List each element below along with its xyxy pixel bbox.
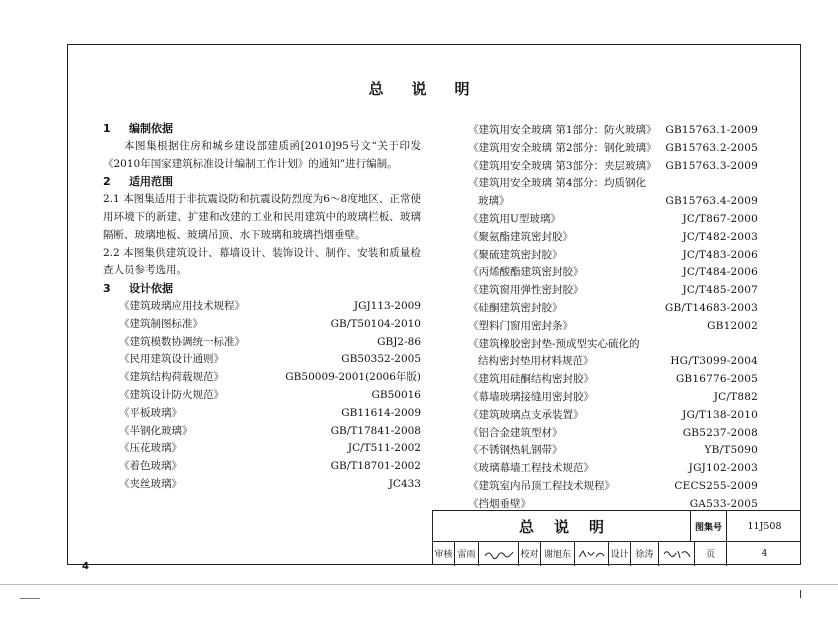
reference-code: GA533-2005 xyxy=(689,497,758,510)
reference-name: 《建筑玻璃应用技术规程》 xyxy=(119,299,245,312)
reference-row xyxy=(468,282,758,300)
reference-name: 《平板玻璃》 xyxy=(119,406,182,419)
reference-row xyxy=(468,336,758,354)
review-label: 审核 xyxy=(433,541,455,566)
reference-code: GB15763.3-2009 xyxy=(665,159,758,172)
reference-row xyxy=(468,353,758,371)
check-signature xyxy=(575,541,609,566)
reference-row xyxy=(468,122,758,140)
reference-name: 《聚硫建筑密封胶》 xyxy=(468,248,563,261)
reference-row xyxy=(103,298,421,316)
design-name: 徐涛 xyxy=(631,541,659,566)
reference-row xyxy=(468,193,758,211)
reference-code: GB16776-2005 xyxy=(675,373,758,386)
reference-row xyxy=(468,300,758,318)
reference-row xyxy=(103,440,421,458)
reference-name: 《民用建筑设计通则》 xyxy=(119,353,224,366)
scan-mark xyxy=(20,598,40,599)
title-char: 说 xyxy=(411,80,427,98)
reference-row xyxy=(103,476,421,494)
reference-name: 《建筑用U型玻璃》 xyxy=(468,212,561,225)
reference-row xyxy=(468,211,758,229)
reference-name: 《着色玻璃》 xyxy=(119,460,182,473)
reference-row xyxy=(468,425,758,443)
reference-code: YB/T5090 xyxy=(704,444,758,457)
section-heading-3: 3 设计依据 xyxy=(103,282,173,296)
design-signature xyxy=(659,541,695,566)
reference-row xyxy=(103,405,421,423)
title-block xyxy=(432,510,801,565)
reference-code: HG/T3099-2004 xyxy=(670,355,758,368)
reference-row xyxy=(468,264,758,282)
reference-code: GB50352-2005 xyxy=(341,353,421,366)
reference-name: 《建筑橡胶密封垫-预成型实心硫化的 xyxy=(468,337,640,350)
atlas-number-value: 11J508 xyxy=(747,520,782,532)
reference-name: 《建筑用安全玻璃 第1部分：防火玻璃》 xyxy=(468,124,657,136)
reference-code: CECS255-2009 xyxy=(674,479,758,492)
reference-code: GBJ2-86 xyxy=(377,335,421,348)
reference-name: 《幕墙玻璃接缝用密封胶》 xyxy=(468,390,594,403)
reference-name: 《建筑用硅酮结构密封胶》 xyxy=(468,373,594,386)
reference-row xyxy=(468,318,758,336)
reference-name: 《不锈钢热轧钢带》 xyxy=(468,444,563,457)
reference-name: 《建筑室内吊顶工程技术规程》 xyxy=(468,479,615,492)
reference-row xyxy=(468,247,758,265)
reference-code: GB5237-2008 xyxy=(682,426,758,439)
review-name: 雷雨 xyxy=(455,541,479,566)
title-char: 总 xyxy=(368,80,384,98)
reference-name: 《建筑用安全玻璃 第2部分：钢化玻璃》 xyxy=(468,141,657,154)
reference-code: JGJ102-2003 xyxy=(688,462,758,475)
reference-row xyxy=(103,334,421,352)
reference-name: 《铝合金建筑型材》 xyxy=(468,426,563,439)
review-signature xyxy=(479,541,519,566)
paragraph-basis: 本图集根据住房和城乡建设部建质函[2010]95号文“关于印发《2010年国家建筑标准设计编制工作计划》的通知”进行编制。 xyxy=(103,139,421,170)
reference-code: JC/T483-2006 xyxy=(682,248,758,261)
left-column xyxy=(103,120,421,494)
reference-code: GB50016 xyxy=(371,388,421,401)
reference-name: 《建筑窗用弹性密封胶》 xyxy=(468,284,584,297)
reference-name: 《半钢化玻璃》 xyxy=(119,424,193,437)
reference-row xyxy=(468,389,758,407)
reference-row xyxy=(103,316,421,334)
design-label: 设计 xyxy=(609,541,631,566)
reference-code: GB15763.1-2009 xyxy=(665,124,758,136)
reference-name: 《建筑结构荷载规范》 xyxy=(119,371,224,384)
page-title xyxy=(0,78,838,99)
reference-name: 《塑料门窗用密封条》 xyxy=(468,319,573,332)
reference-code: GB/T14683-2003 xyxy=(664,301,758,314)
reference-row xyxy=(468,175,758,193)
reference-row xyxy=(468,229,758,247)
page-number: 4 xyxy=(82,561,89,572)
reference-name: 《聚氨酯建筑密封胶》 xyxy=(468,230,573,243)
scan-divider xyxy=(0,584,838,585)
check-label: 校对 xyxy=(519,541,541,566)
reference-name: 《建筑用安全玻璃 第3部分：夹层玻璃》 xyxy=(468,159,657,172)
reference-code: GB/T50104-2010 xyxy=(330,317,421,330)
reference-list-left xyxy=(103,298,421,494)
reference-code: JGJ113-2009 xyxy=(353,299,421,312)
reference-code: JG/T138-2010 xyxy=(682,408,758,421)
scan-tick xyxy=(800,590,801,598)
reference-code: GB15763.2-2005 xyxy=(665,141,758,154)
reference-row xyxy=(103,458,421,476)
reference-row xyxy=(468,158,758,176)
page-label: 页 xyxy=(695,541,727,566)
reference-code: JC433 xyxy=(388,477,421,490)
reference-name: 《建筑制图标准》 xyxy=(119,317,203,330)
reference-name: 《压花玻璃》 xyxy=(119,442,182,455)
reference-name: 《建筑模数协调统一标准》 xyxy=(119,335,245,348)
reference-code: GB11614-2009 xyxy=(341,406,421,419)
reference-name: 《丙烯酸酯建筑密封胶》 xyxy=(468,266,584,279)
reference-row xyxy=(468,371,758,389)
reference-name: 《建筑设计防火规范》 xyxy=(119,388,224,401)
reference-code: JC/T511-2002 xyxy=(347,442,421,455)
reference-code: JC/T882 xyxy=(713,390,758,403)
reference-row xyxy=(468,407,758,425)
reference-name: 《硅酮建筑密封胶》 xyxy=(468,301,563,314)
reference-name: 《建筑玻璃点支承装置》 xyxy=(468,408,584,421)
reference-code: GB15763.4-2009 xyxy=(665,195,758,208)
reference-row xyxy=(103,369,421,387)
reference-name: 《挡烟垂壁》 xyxy=(468,497,531,510)
reference-row xyxy=(103,423,421,441)
reference-name: 《玻璃幕墙工程技术规范》 xyxy=(468,462,594,475)
title-block-title: 总 说 明 xyxy=(433,511,691,541)
reference-name: 《夹丝玻璃》 xyxy=(119,477,182,490)
reference-list-right xyxy=(468,122,758,514)
atlas-number-label: 图集号 xyxy=(691,511,727,541)
reference-row xyxy=(468,442,758,460)
reference-code: JC/T484-2006 xyxy=(682,266,758,279)
paragraph-2-2: 2.2 本图集供建筑设计、幕墙设计、装饰设计、制作、安装和质量检查人员参考选用。 xyxy=(103,246,421,277)
reference-code: GB/T17841-2008 xyxy=(330,424,421,437)
reference-code: GB50009-2001(2006年版) xyxy=(285,371,421,384)
title-char: 明 xyxy=(454,80,470,98)
check-name: 谢旭东 xyxy=(541,541,575,566)
reference-name: 结构密封垫用材料规范》 xyxy=(478,355,594,368)
section-heading-1: 1 编制依据 xyxy=(103,122,173,135)
reference-name: 《建筑用安全玻璃 第4部分：均质钢化 xyxy=(468,177,647,190)
right-column xyxy=(468,122,758,514)
reference-code: GB12002 xyxy=(707,319,758,332)
reference-row xyxy=(468,460,758,478)
page-value: 4 xyxy=(761,548,768,559)
reference-name: 玻璃》 xyxy=(478,195,510,208)
paragraph-2-1: 2.1 本图集适用于非抗震设防和抗震设防烈度为6～8度地区、正常使用环境下的新建、扩建和改建的工业和民用建筑中的玻璃栏板、玻璃隔断、玻璃地板、玻璃吊顶、水下玻璃和玻璃挡烟垂壁。 xyxy=(103,193,421,241)
reference-code: JC/T485-2007 xyxy=(682,284,758,297)
reference-row xyxy=(468,140,758,158)
section-heading-2: 2 适用范围 xyxy=(103,175,173,189)
reference-code: JC/T867-2000 xyxy=(682,212,758,225)
reference-code: JC/T482-2003 xyxy=(682,230,758,243)
reference-code: GB/T18701-2002 xyxy=(330,460,421,473)
reference-row xyxy=(468,478,758,496)
reference-row xyxy=(103,351,421,369)
reference-row xyxy=(103,387,421,405)
